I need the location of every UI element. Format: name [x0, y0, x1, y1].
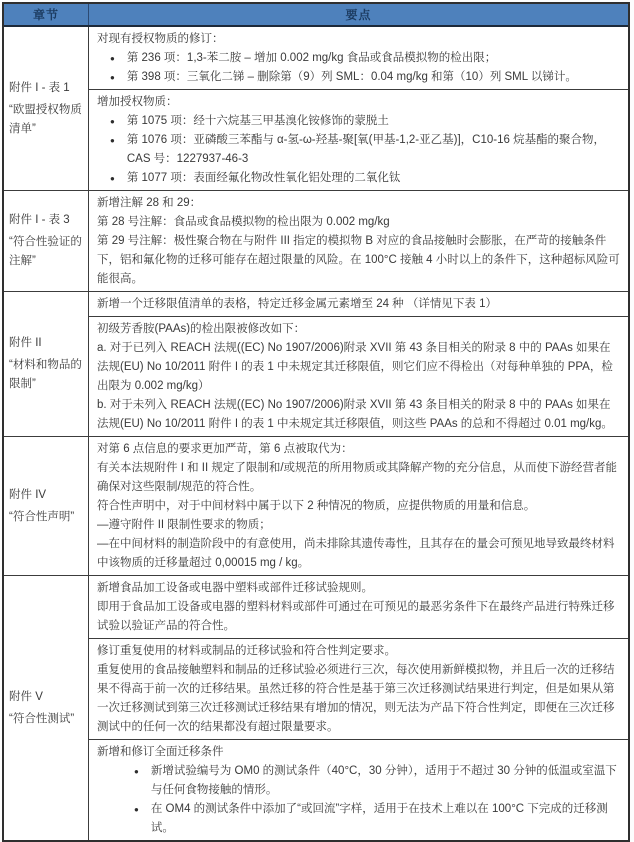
table-row [4, 437, 628, 576]
paragraph: 符合性声明中，对于中间材料中属于以下 2 种情况的物质，应提供物质的用量和信息。 [97, 500, 536, 512]
keypoints-section [89, 191, 628, 291]
bullet-item [97, 112, 620, 131]
paragraph: 新增一个迁移限值清单的表格，特定迁移金属元素增至 24 种 （详情见下表 1） [97, 298, 497, 310]
bullet-icon: ● [110, 73, 115, 82]
chapter-label: “符合性声明” [9, 510, 75, 523]
keypoints-section [89, 739, 628, 840]
chapter-label: “材料和物品的限制” [9, 359, 82, 390]
bullet-text: 第 236 项：1,3-苯二胺 – 增加 0.002 mg/kg 食品或食品模拟物的检出限； [126, 52, 497, 64]
chapter-label: 附件 I - 表 3 [9, 214, 70, 226]
regulation-summary-table [2, 2, 630, 842]
paragraph: 新增注解 28 和 29： [97, 197, 202, 209]
bullet-icon: ● [134, 767, 139, 776]
chapter-cell [4, 191, 89, 291]
bullet-item [97, 131, 620, 169]
paragraph: 修订重复使用的材料或制品的迁移试验和符合性判定要求。 [97, 645, 396, 657]
paragraph: 对现有授权物质的修订： [97, 33, 224, 45]
bullet-text: 第 398 项：三氧化二锑 – 删除第（9）列 SML：0.04 mg/kg 和第（10）列 SML 以锑计。 [126, 71, 577, 83]
bullet-item [97, 68, 620, 87]
keypoints-section [89, 27, 628, 89]
table-header-row [4, 4, 628, 27]
bullet-icon: ● [110, 136, 115, 145]
keypoints-cell [89, 576, 628, 840]
bullet-item [97, 49, 620, 68]
paragraph: 新增食品加工设备或电器中塑料或部件迁移试验规则。 [97, 582, 373, 594]
table-row [4, 191, 628, 292]
chapter-label: “符合性测试” [9, 712, 75, 725]
bullet-text: 第 1075 项：经十六烷基三甲基溴化铵修饰的蒙脱土 [126, 115, 389, 127]
paragraph: 第 29 号注解：极性聚合物在与附件 III 指定的模拟物 B 对应的食品接触时会膨胀，在严苛的接触条件下，铝和氟化物的迁移可能存在超过限量的风险。在 100°C 接触 4 小时以上的条件下，这种超标风险可能很高。 [97, 235, 620, 285]
table-body [4, 27, 628, 840]
chapter-cell [4, 437, 89, 575]
keypoints-cell [89, 27, 628, 190]
bullet-text: 在 OM4 的测试条件中添加了“或回流”字样，适用于在技术上难以在 100°C 下完成的迁移测试。 [150, 803, 608, 834]
keypoints-section [89, 316, 628, 436]
paragraph: 即用于食品加工设备或电器的塑料材料或部件可通过在可预见的最恶劣条件下在最终产品进行特殊迁移试验以验证产品的符合性。 [97, 601, 615, 632]
paragraph: 初级芳香胺(PAAs)的检出限被修改如下： [97, 323, 306, 335]
paragraph: 第 28 号注解：食品或食品模拟物的检出限为 0.002 mg/kg [97, 216, 390, 228]
bullet-icon: ● [110, 54, 115, 63]
chapter-label: 附件 II [9, 337, 42, 349]
paragraph: 对第 6 点信息的要求更加严苛，第 6 点被取代为： [97, 443, 353, 455]
chapter-label: “欧盟授权物质清单” [9, 103, 82, 135]
bullet-item [97, 800, 620, 838]
keypoints-cell [89, 292, 628, 436]
bullet-text: 新增试验编号为 OM0 的测试条件（40°C，30 分钟），适用于不超过 30 分钟的低温或室温下与任何食物接触的情形。 [150, 765, 617, 796]
paragraph: b. 对于未列入 REACH 法规((EC) No 1907/2006)附录 XVII 第 43 条目相关的附录 8 中的 PAAs 如果在法规(EU) No 10/2011 附件 I 的表 1 中未规定其迁移限值，则这些 PAAs 的总和不得超过 0.01 mg/kg。 [97, 399, 613, 430]
table-row [4, 27, 628, 191]
bullet-icon: ● [110, 117, 115, 126]
keypoints-section [89, 437, 628, 575]
chapter-cell [4, 27, 89, 190]
bullet-icon: ● [134, 805, 139, 814]
paragraph: 新增和修订全面迁移条件 [97, 746, 224, 758]
paragraph: 增加授权物质： [97, 96, 178, 108]
bullet-item [97, 169, 620, 188]
keypoints-cell [89, 191, 628, 291]
chapter-label: 附件 IV [9, 488, 47, 501]
keypoints-cell [89, 437, 628, 575]
paragraph: —遵守附件 II 限制性要求的物质； [97, 519, 271, 531]
bullet-text: 第 1077 项：表面经氟化物改性氧化铝处理的二氧化钛 [126, 172, 401, 184]
chapter-cell [4, 292, 89, 436]
header-keypoints-column: 要点 [345, 8, 372, 22]
table-row [4, 576, 628, 840]
header-chapter-column: 章节 [4, 4, 89, 25]
chapter-cell [4, 576, 89, 840]
bullet-text: 第 1076 项：亚磷酸三苯酯与 α-氢-ω-羟基-聚[氧(甲基-1,2-亚乙基)]，C10-16 烷基酯的聚合物，CAS 号：1227937-46-3 [126, 134, 606, 165]
chapter-label: 附件 V [9, 690, 43, 703]
chapter-label: 附件 I - 表 1 [9, 81, 70, 94]
chapter-label: “符合性验证的注解” [9, 236, 82, 267]
keypoints-section [89, 576, 628, 638]
bullet-icon: ● [110, 174, 115, 183]
paragraph: —在中间材料的制造阶段中的有意使用，尚未排除其遗传毒性，且其存在的量会可预见地导致最终材料中该物质的迁移量超过 0,00015 mg / kg。 [97, 538, 615, 569]
table-row [4, 292, 628, 437]
keypoints-section [89, 89, 628, 190]
paragraph: 有关本法规附件 I 和 II 规定了限制和/或规范的所用物质或其降解产物的充分信息，从而使下游经营者能确保对这些限制/规范的符合性。 [97, 462, 618, 493]
paragraph: 重复使用的食品接触塑料和制品的迁移试验必须进行三次，每次使用新鲜模拟物，并且后一次的迁移结果不得高于前一次的迁移结果。虽然迁移的符合性是基于第三次迁移测试结果进行判定，但是如果从第一次迁移测试到第三次迁移测试迁移结果有增加的情况，则无法为产品下符合性判定，即便在三次迁移测试中的任何一次的结果都没有超过限量要求。 [97, 664, 615, 733]
keypoints-section [89, 638, 628, 739]
keypoints-section [89, 292, 628, 316]
bullet-item [97, 762, 620, 800]
paragraph: a. 对于已列入 REACH 法规((EC) No 1907/2006)附录 XVII 第 43 条目相关的附录 8 中的 PAAs 如果在法规(EU) No 10/2011 附件 I 的表 1 中未规定其迁移限值，则它们应不得检出（对每种单独的 PPA，检出限为 0.002 mg/kg） [97, 342, 613, 392]
